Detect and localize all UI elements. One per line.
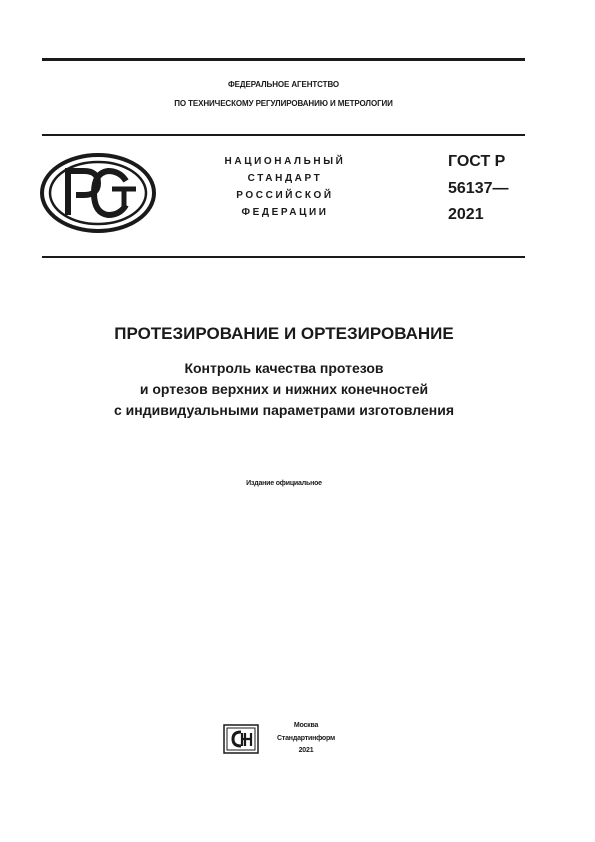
header-rule-lower bbox=[42, 256, 525, 258]
top-rule bbox=[42, 58, 525, 61]
standartinform-logo-icon bbox=[223, 724, 259, 754]
header-rule-upper bbox=[42, 134, 525, 136]
rst-logo-icon bbox=[38, 151, 158, 235]
agency-line-1: ФЕДЕРАЛЬНОЕ АГЕНТСТВО bbox=[227, 80, 340, 89]
agency-line-2: ПО ТЕХНИЧЕСКОМУ РЕГУЛИРОВАНИЮ И МЕТРОЛОГИИ bbox=[174, 99, 393, 108]
designation-line-1: ГОСТ Р bbox=[448, 153, 506, 170]
document-title: ПРОТЕЗИРОВАНИЕ И ОРТЕЗИРОВАНИЕ bbox=[114, 324, 454, 343]
publisher-year: 2021 bbox=[298, 747, 314, 754]
publisher-city: Москва bbox=[293, 722, 319, 729]
standard-type-line-2: СТАНДАРТ bbox=[247, 173, 323, 184]
subtitle-line-1: Контроль качества протезов bbox=[184, 360, 384, 376]
designation-line-2: 56137— bbox=[448, 180, 509, 197]
publisher-name: Стандартинформ bbox=[277, 735, 335, 742]
standard-type-line-3: РОССИЙСКОЙ bbox=[236, 190, 334, 201]
edition-note: Издание официальное bbox=[246, 480, 322, 487]
standard-type-line-4: ФЕДЕРАЦИИ bbox=[241, 207, 329, 218]
standard-type-line-1: НАЦИОНАЛЬНЫЙ bbox=[224, 156, 346, 167]
subtitle-line-2: и ортезов верхних и нижних конечностей bbox=[139, 381, 429, 397]
subtitle-line-3: с индивидуальными параметрами изготовления bbox=[113, 402, 455, 418]
designation-line-3: 2021 bbox=[448, 206, 484, 223]
